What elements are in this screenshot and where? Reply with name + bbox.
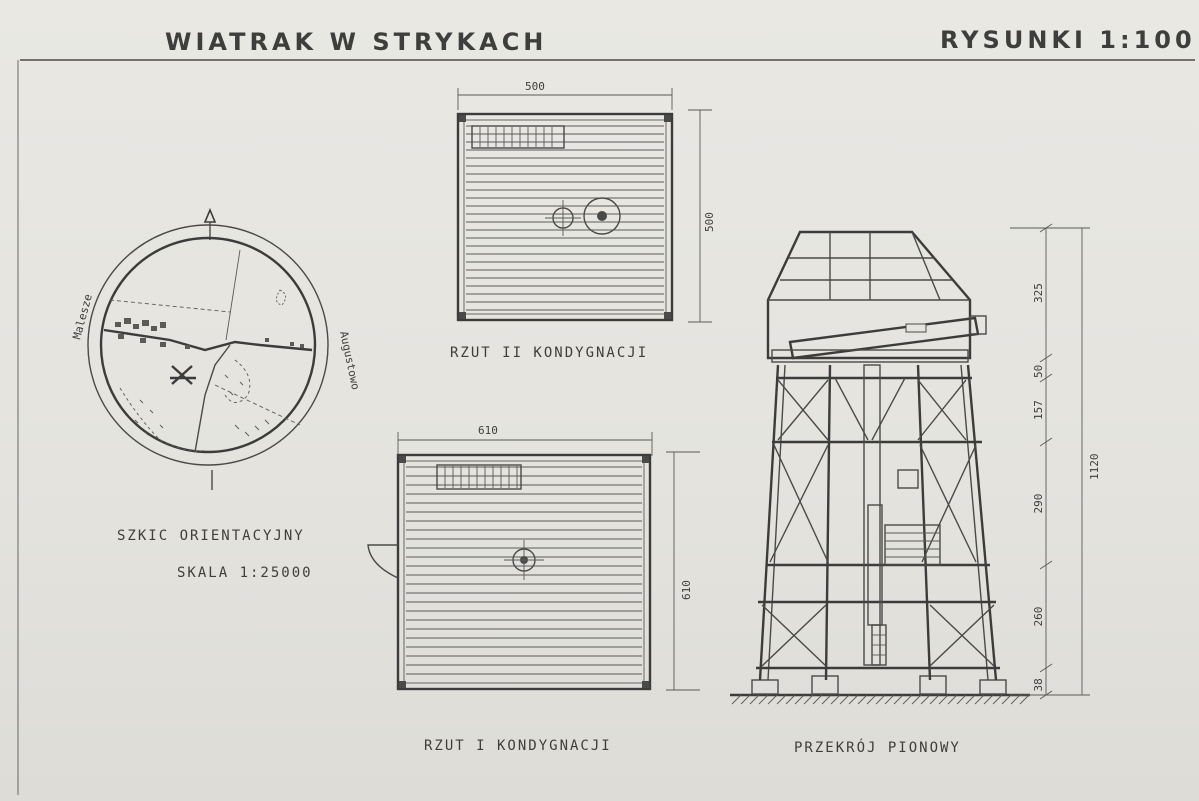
map-scale-caption: SKALA 1:25000 — [177, 565, 313, 581]
door-swing-icon — [368, 545, 398, 578]
section-dim-1: 50 — [1032, 364, 1045, 378]
map-main-road — [104, 330, 312, 350]
section-total-dim: 1120 — [1088, 453, 1101, 480]
section-dim-3: 290 — [1032, 493, 1045, 514]
lower-plan-caption: RZUT I KONDYGNACJI — [424, 738, 612, 754]
upper-plan-width-dim: 500 — [525, 80, 545, 93]
upper-stairs — [472, 126, 564, 148]
section-dim-4: 260 — [1032, 606, 1045, 627]
windshaft — [790, 318, 978, 358]
drawing-title: WIATRAK W STRYKACH — [165, 28, 548, 56]
lower-plan-height-dim: 610 — [680, 580, 693, 600]
lower-plan-width-dim: 610 — [478, 424, 498, 437]
drawing-scale-label: RYSUNKI 1:100 — [940, 26, 1196, 54]
map-place-right: Augustowo — [337, 329, 363, 391]
windmill-location-icon — [170, 366, 196, 384]
section-dim-0: 325 — [1032, 283, 1045, 303]
upper-plan-height-dim: 500 — [703, 212, 716, 232]
section-dim-5: 38 — [1032, 678, 1045, 692]
north-arrow-icon — [205, 210, 215, 222]
gear-housing — [885, 525, 940, 565]
map-place-left: Malesze — [70, 292, 95, 341]
section-dim-2: 157 — [1032, 400, 1045, 420]
map-inner-ring — [101, 238, 315, 452]
vertical-section — [730, 224, 1101, 704]
lower-floor-plan — [368, 424, 700, 690]
map-side-road — [195, 345, 230, 452]
main-post — [864, 365, 880, 665]
upper-plan-caption: RZUT II KONDYGNACJI — [450, 345, 649, 361]
orientation-map — [70, 210, 362, 490]
trestle-legs — [760, 365, 996, 680]
map-caption: SZKIC ORIENTACYJNY — [117, 528, 305, 544]
upper-floor-plan — [458, 80, 716, 322]
section-caption: PRZEKRÓJ PIONOWY — [794, 740, 961, 756]
